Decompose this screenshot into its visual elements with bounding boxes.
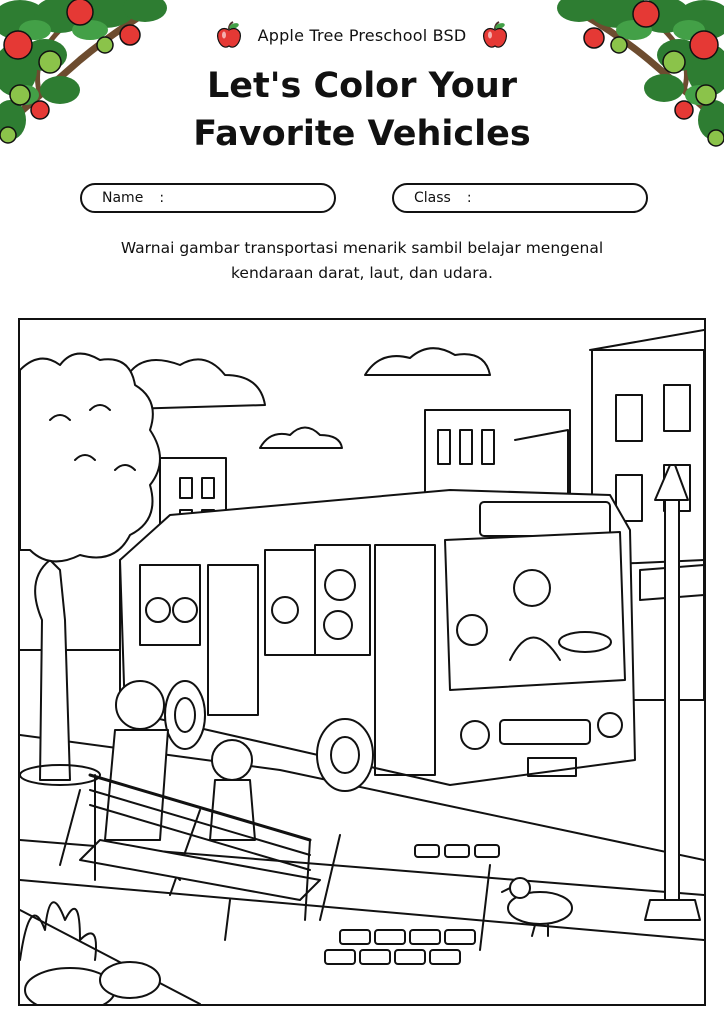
bushes: [20, 902, 160, 1004]
page-title: [0, 62, 724, 158]
class-field[interactable]: [392, 183, 648, 213]
class-separator: :: [466, 190, 472, 206]
class-label: Class: [414, 190, 451, 206]
instructions: [60, 236, 664, 286]
cloud-icon: [260, 428, 342, 449]
cloud-icon: [365, 348, 490, 375]
name-label: Name: [102, 190, 144, 206]
name-field[interactable]: [80, 183, 336, 213]
street-lamp-icon: [645, 465, 700, 920]
name-separator: :: [159, 190, 165, 206]
title-line-1: Let's Color Your: [206, 66, 518, 106]
apple-icon: [480, 20, 510, 50]
instructions-line-2: kendaraan darat, laut, dan udara.: [231, 264, 493, 282]
paving-stones: [325, 845, 499, 964]
child-figure: [210, 740, 255, 840]
bus-icon: [120, 490, 635, 791]
school-header: [0, 20, 724, 54]
instructions-line-1: Warnai gambar transportasi menarik sambil belajar mengenal: [120, 239, 604, 257]
school-name: Apple Tree Preschool BSD: [257, 25, 467, 45]
apple-icon: [214, 20, 244, 50]
title-line-2: Favorite Vehicles: [193, 114, 531, 154]
coloring-picture[interactable]: [18, 318, 706, 1006]
